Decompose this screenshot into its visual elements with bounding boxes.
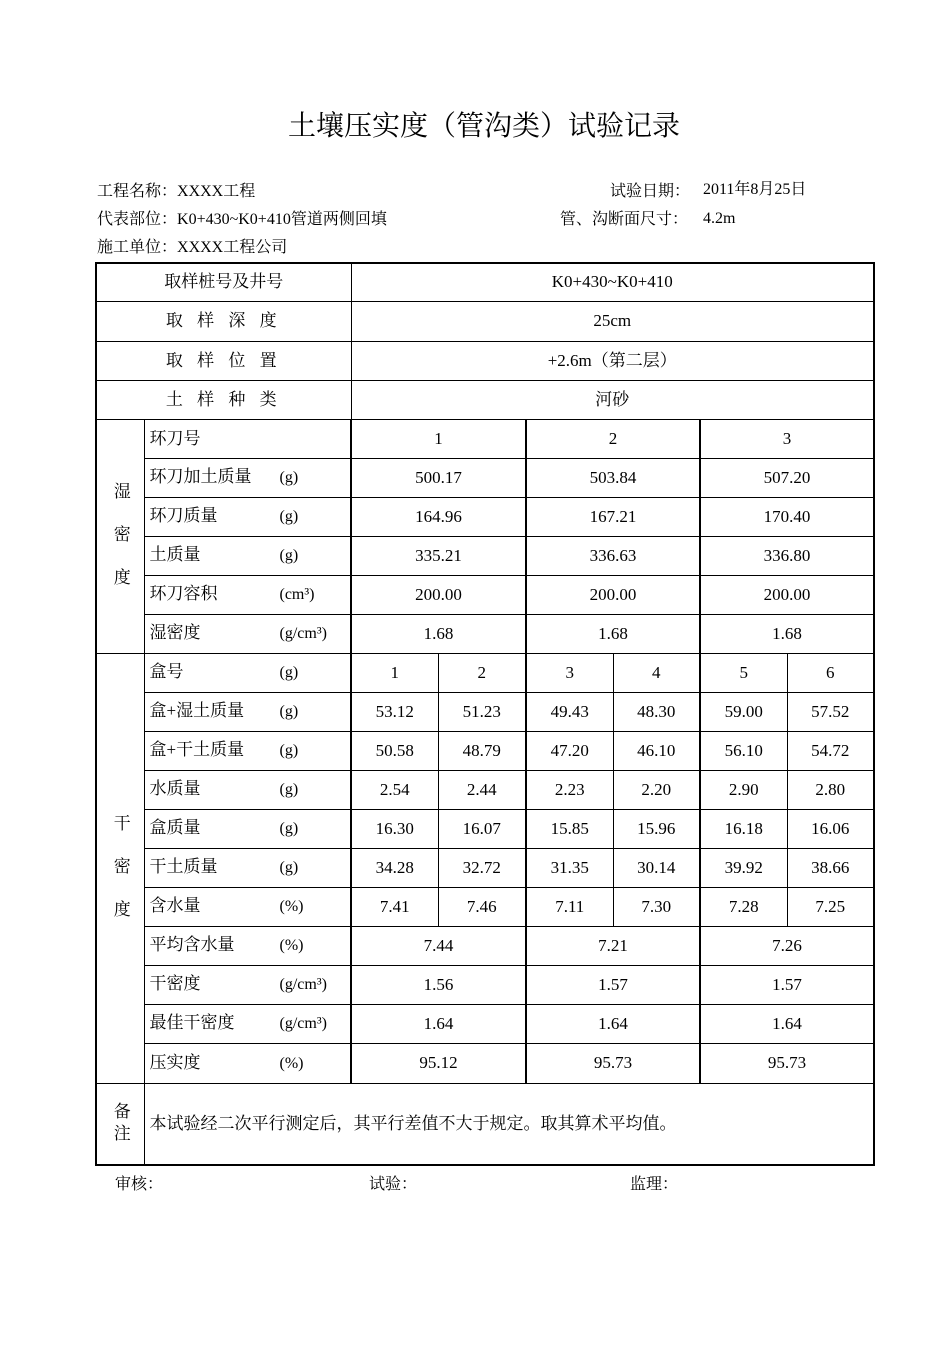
value-cell: 1 xyxy=(351,653,438,692)
value-cell: 16.06 xyxy=(787,809,874,848)
row-label-cell xyxy=(144,887,351,926)
row-unit: (g) xyxy=(279,742,299,759)
dry-row xyxy=(96,926,874,965)
row-unit: (g) xyxy=(279,508,299,525)
value-cell: 95.73 xyxy=(700,1043,874,1083)
row-unit: (%) xyxy=(279,1054,304,1072)
project-name-value: XXXX工程 xyxy=(177,183,256,200)
value-cell: 336.80 xyxy=(700,536,874,575)
sample-value: K0+430~K0+410 xyxy=(351,263,874,301)
row-label-cell xyxy=(144,692,351,731)
row-label: 土质量 xyxy=(149,545,201,564)
wet-density-section xyxy=(96,419,144,653)
value-cell: 57.52 xyxy=(787,692,874,731)
value-cell: 7.11 xyxy=(526,887,613,926)
wet-row xyxy=(96,497,874,536)
dry-row xyxy=(96,692,874,731)
value-cell: 34.28 xyxy=(351,848,438,887)
row-label-cell xyxy=(144,614,351,653)
value-cell: 16.30 xyxy=(351,809,438,848)
contractor xyxy=(97,237,287,259)
value-cell: 38.66 xyxy=(787,848,874,887)
row-label: 最佳干密度 xyxy=(149,1013,235,1032)
row-unit: (g/cm³) xyxy=(279,976,327,993)
dry-row xyxy=(96,731,874,770)
value-cell: 51.23 xyxy=(438,692,526,731)
value-cell: 48.30 xyxy=(613,692,700,731)
value-cell: 7.46 xyxy=(438,887,526,926)
row-label: 盒号 xyxy=(149,662,184,681)
wet-row xyxy=(96,419,874,458)
value-cell: 1 xyxy=(351,419,526,458)
value-cell: 500.17 xyxy=(351,458,526,497)
test-record-table xyxy=(95,262,875,1166)
value-cell: 336.63 xyxy=(526,536,700,575)
value-cell: 200.00 xyxy=(700,575,874,614)
tester-label: 试验： xyxy=(369,1176,418,1193)
sample-row xyxy=(96,301,874,341)
row-unit: (g) xyxy=(279,820,299,837)
row-label-cell xyxy=(144,731,351,770)
value-cell: 16.18 xyxy=(700,809,787,848)
value-cell: 2.90 xyxy=(700,770,787,809)
value-cell: 16.07 xyxy=(438,809,526,848)
row-label-cell xyxy=(144,653,351,692)
value-cell: 507.20 xyxy=(700,458,874,497)
row-label-cell xyxy=(144,965,351,1004)
row-unit: (%) xyxy=(279,898,304,915)
value-cell: 1.64 xyxy=(526,1004,700,1043)
value-cell: 3 xyxy=(526,653,613,692)
reviewer-label: 审核： xyxy=(115,1176,164,1193)
wet-row xyxy=(96,614,874,653)
row-unit: (g) xyxy=(279,781,299,798)
test-date-value: 2011年8月25日 xyxy=(703,181,807,198)
value-cell: 7.30 xyxy=(613,887,700,926)
row-label-cell xyxy=(144,926,351,965)
row-label-cell xyxy=(144,536,351,575)
row-label: 水质量 xyxy=(149,779,201,798)
value-cell: 47.20 xyxy=(526,731,613,770)
value-cell: 7.44 xyxy=(351,926,526,965)
sample-label: 取 样 深 度 xyxy=(96,301,351,341)
row-unit: (cm³) xyxy=(279,586,315,603)
value-cell: 7.41 xyxy=(351,887,438,926)
row-label-cell xyxy=(144,458,351,497)
row-unit: (g) xyxy=(279,547,299,564)
value-cell: 1.56 xyxy=(351,965,526,1004)
value-cell: 46.10 xyxy=(613,731,700,770)
sample-value: 25cm xyxy=(351,301,874,341)
value-cell: 7.25 xyxy=(787,887,874,926)
value-cell: 4 xyxy=(613,653,700,692)
sample-value: +2.6m（第二层） xyxy=(351,341,874,380)
sample-label: 土 样 种 类 xyxy=(96,380,351,419)
row-label: 盒+干土质量 xyxy=(149,740,245,759)
sample-label: 取样桩号及井号 xyxy=(96,263,351,301)
value-cell: 49.43 xyxy=(526,692,613,731)
row-label-cell xyxy=(144,419,351,458)
dry-row xyxy=(96,887,874,926)
row-unit: (g) xyxy=(279,469,299,486)
row-unit: (%) xyxy=(279,937,304,954)
dry-row xyxy=(96,848,874,887)
value-cell: 200.00 xyxy=(351,575,526,614)
value-cell: 335.21 xyxy=(351,536,526,575)
value-cell: 2.44 xyxy=(438,770,526,809)
remarks-row xyxy=(96,1083,874,1165)
value-cell: 15.85 xyxy=(526,809,613,848)
value-cell: 7.28 xyxy=(700,887,787,926)
value-cell: 7.26 xyxy=(700,926,874,965)
value-cell: 164.96 xyxy=(351,497,526,536)
row-label: 干土质量 xyxy=(149,857,218,876)
value-cell: 1.57 xyxy=(526,965,700,1004)
value-cell: 95.12 xyxy=(351,1043,526,1083)
sample-row xyxy=(96,263,874,301)
value-cell: 2.20 xyxy=(613,770,700,809)
dry-row xyxy=(96,770,874,809)
value-cell: 6 xyxy=(787,653,874,692)
value-cell: 200.00 xyxy=(526,575,700,614)
wet-row xyxy=(96,536,874,575)
value-cell: 2.80 xyxy=(787,770,874,809)
sample-row xyxy=(96,380,874,419)
row-label-cell xyxy=(144,1043,351,1083)
sample-row xyxy=(96,341,874,380)
wet-row xyxy=(96,575,874,614)
value-cell: 31.35 xyxy=(526,848,613,887)
section-size-label: 管、沟断面尺寸： xyxy=(559,211,688,228)
dry-row xyxy=(96,1004,874,1043)
section-label: 干密度 xyxy=(110,814,130,943)
dry-row xyxy=(96,809,874,848)
row-label: 盒质量 xyxy=(149,818,201,837)
row-label: 盒+湿土质量 xyxy=(149,701,245,720)
value-cell: 95.73 xyxy=(526,1043,700,1083)
remarks-label-cell xyxy=(96,1083,144,1165)
location-value: K0+430~K0+410管道两侧回填 xyxy=(177,211,387,228)
row-unit: (g) xyxy=(279,859,299,876)
value-cell: 32.72 xyxy=(438,848,526,887)
row-label: 环刀容积 xyxy=(149,584,218,603)
row-label: 环刀质量 xyxy=(149,506,218,525)
value-cell: 1.64 xyxy=(700,1004,874,1043)
contractor-label: 施工单位： xyxy=(97,239,178,256)
section-label: 湿密度 xyxy=(110,482,130,611)
value-cell: 1.68 xyxy=(700,614,874,653)
value-cell: 30.14 xyxy=(613,848,700,887)
dry-density-section xyxy=(96,653,144,1083)
sample-label: 取 样 位 置 xyxy=(96,341,351,380)
row-label: 平均含水量 xyxy=(149,935,235,954)
row-unit: (g) xyxy=(279,703,299,720)
dry-row xyxy=(96,965,874,1004)
project-name-label: 工程名称： xyxy=(97,183,178,200)
row-label-cell xyxy=(144,848,351,887)
value-cell: 2.54 xyxy=(351,770,438,809)
contractor-value: XXXX工程公司 xyxy=(177,239,288,256)
row-unit: (g) xyxy=(279,664,299,681)
row-label: 湿密度 xyxy=(149,623,201,642)
value-cell: 48.79 xyxy=(438,731,526,770)
dry-row xyxy=(96,653,874,692)
value-cell: 2 xyxy=(526,419,700,458)
section-size-value: 4.2m xyxy=(703,210,736,227)
value-cell: 1.68 xyxy=(526,614,700,653)
sample-value: 河砂 xyxy=(351,380,874,419)
value-cell: 503.84 xyxy=(526,458,700,497)
page-title: 土壤压实度（管沟类）试验记录 xyxy=(287,111,680,142)
value-cell: 1.68 xyxy=(351,614,526,653)
value-cell: 167.21 xyxy=(526,497,700,536)
value-cell: 2.23 xyxy=(526,770,613,809)
wet-row xyxy=(96,458,874,497)
value-cell: 54.72 xyxy=(787,731,874,770)
remarks-label: 备注 xyxy=(110,1101,130,1146)
test-date-label: 试验日期： xyxy=(609,183,690,200)
location xyxy=(97,209,387,231)
remarks-text: 本试验经二次平行测定后，其平行差值不大于规定。取其算术平均值。 xyxy=(144,1083,874,1165)
row-label-cell xyxy=(144,1004,351,1043)
value-cell: 59.00 xyxy=(700,692,787,731)
row-label: 干密度 xyxy=(149,974,201,993)
row-label-cell xyxy=(144,575,351,614)
row-label: 含水量 xyxy=(149,896,201,915)
project-name xyxy=(97,181,255,203)
location-label: 代表部位： xyxy=(97,211,178,228)
value-cell: 3 xyxy=(700,419,874,458)
row-label-cell xyxy=(144,497,351,536)
value-cell: 2 xyxy=(438,653,526,692)
row-label: 环刀加土质量 xyxy=(149,467,252,486)
supervisor-label: 监理： xyxy=(630,1176,679,1193)
dry-row xyxy=(96,1043,874,1083)
row-label-cell xyxy=(144,770,351,809)
value-cell: 1.64 xyxy=(351,1004,526,1043)
value-cell: 5 xyxy=(700,653,787,692)
value-cell: 50.58 xyxy=(351,731,438,770)
row-label: 压实度 xyxy=(149,1052,201,1072)
value-cell: 7.21 xyxy=(526,926,700,965)
row-label-cell xyxy=(144,809,351,848)
value-cell: 56.10 xyxy=(700,731,787,770)
row-label: 环刀号 xyxy=(149,428,201,448)
value-cell: 53.12 xyxy=(351,692,438,731)
value-cell: 170.40 xyxy=(700,497,874,536)
value-cell: 1.57 xyxy=(700,965,874,1004)
row-unit: (g/cm³) xyxy=(279,625,327,642)
row-unit: (g/cm³) xyxy=(279,1015,327,1032)
value-cell: 39.92 xyxy=(700,848,787,887)
value-cell: 15.96 xyxy=(613,809,700,848)
